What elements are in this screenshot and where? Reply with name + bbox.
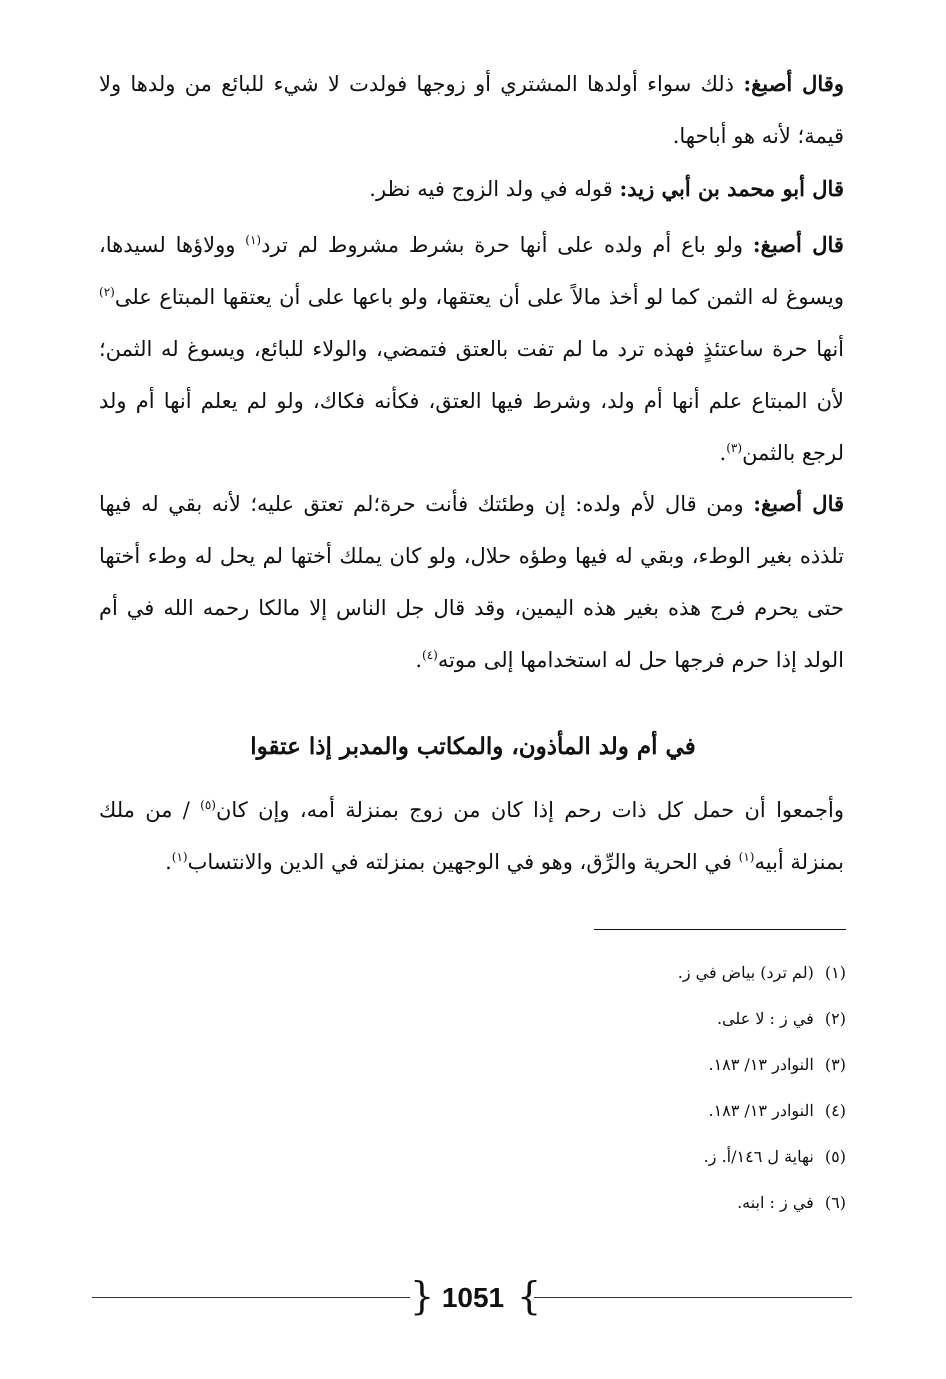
- paragraph-text: ومن قال لأم ولده: إن وطئتك فأنت حرة؛لم تعتق عليه؛ لأنه بقي له فيها تلذذه بغير الوطء، وبقي له فيها وطؤه حلال، ولو كان يملك أختها لم يحل له وطء أختها حتى يحرم فرج هذه بغير هذه اليمين، وقد قال جل الناس إلا مالكا رحمه الله في أم الولد إذا حرم فرجها حل له استخدامها إلى موته: [99, 492, 844, 672]
- paragraph-lead: قال أبو محمد بن أبي زيد:: [619, 176, 844, 201]
- paragraph-text: ولو باع أم ولده على أنها حرة بشرط مشروط لم ترد: [261, 233, 744, 257]
- footer-rule-right: [534, 1297, 852, 1298]
- footnote-ref[interactable]: (٣): [726, 441, 743, 455]
- footnote-divider: [594, 929, 846, 930]
- paragraph-text: .: [415, 648, 422, 672]
- paragraph-text: وأجمعوا أن حمل كل ذات رحم إذا كان من زوج بمنزلة أمه، وإن كان: [215, 798, 844, 822]
- footnote-text: النوادر ١٣/ ١٨٣.: [708, 1101, 814, 1120]
- footer-rule-left: [92, 1297, 410, 1298]
- footnote-number: (٤): [824, 1101, 846, 1120]
- paragraph-lead: قال أصبغ:: [752, 232, 844, 257]
- paragraph-text: أنها حرة ساعتئذٍ فهذه ترد ما لم تفت بالعتق فتمضي، والولاء للبائع، ويسوغ له الثمن؛ لأن المبتاع علم أنها أم ولد، وشرط فيها العتق، فكأنه فكاك، ولو لم يعلم أنها أم ولد لرجع بالثمن: [99, 337, 844, 465]
- paragraph-asbagh-1: [99, 58, 844, 162]
- footnote-item: [346, 1042, 846, 1088]
- footnote-number: (٣): [824, 1055, 846, 1074]
- paragraph-text: قوله في ولد الزوج فيه نظر.: [369, 177, 613, 201]
- footnote-text: في ز : ابنه.: [737, 1193, 814, 1212]
- footnote-text: نهاية ل ١٤٦/أ. ز.: [703, 1147, 814, 1166]
- footnote-item: [346, 1088, 846, 1134]
- footnote-item: [346, 1180, 846, 1226]
- footnote-ref[interactable]: (٥): [200, 798, 216, 812]
- footnote-ref[interactable]: (٢): [99, 285, 115, 299]
- bracket-close-glyph: }: [517, 1274, 542, 1318]
- footnotes-list: [346, 950, 846, 1226]
- paragraph-text: في الحرية والرِّق، وهو في الوجهين بمنزلته في الدين والانتساب: [187, 850, 732, 874]
- paragraph-text: .: [719, 441, 727, 465]
- footnote-item: [346, 1134, 846, 1180]
- footnote-text: النوادر ١٣/ ١٨٣.: [708, 1055, 814, 1074]
- footnote-item: [346, 950, 846, 996]
- footnote-number: (٢): [824, 1009, 846, 1028]
- page-number: 1051: [441, 1282, 505, 1313]
- footnote-text: في ز : لا على.: [716, 1009, 814, 1028]
- paragraph-lead: وقال أصبغ:: [743, 71, 844, 96]
- paragraph-text: ذلك سواء أولدها المشتري أو زوجها فولدت لا شيء للبائع من ولدها ولا قيمة؛ لأنه هو أباحها.: [99, 72, 844, 148]
- footnote-ref[interactable]: (١): [738, 850, 755, 864]
- footnote-item: [346, 996, 846, 1042]
- paragraph-text: / من ملك بمنزلة أبيه: [99, 798, 844, 874]
- footnote-text: (لم ترد) بياض في ز.: [677, 963, 814, 982]
- footnote-number: (٥): [824, 1147, 846, 1166]
- footnote-number: (١): [824, 963, 846, 982]
- footnote-ref[interactable]: (١): [245, 233, 262, 247]
- bracket-open-glyph: {: [410, 1274, 435, 1318]
- footnote-ref[interactable]: (١): [171, 850, 188, 864]
- paragraph-text: .: [165, 850, 172, 874]
- footnote-number: (٦): [824, 1193, 846, 1212]
- paragraph-asbagh-3: [99, 478, 844, 686]
- paragraph-asbagh-2: [99, 219, 844, 479]
- page-footer: [92, 1272, 852, 1324]
- paragraph-ibn-abi-zayd: [99, 163, 844, 215]
- footnote-ref[interactable]: (٤): [422, 648, 438, 662]
- section-heading: في أم ولد المأذون، والمكاتب والمدبر إذا عتقوا: [250, 733, 696, 760]
- paragraph-text: وولاؤها لسيدها، ويسوغ له الثمن كما لو أخذ مالاً على أن يعتقها، ولو باعها على أن يعتقها المبتاع على: [99, 233, 844, 309]
- paragraph-lead: قال أصبغ:: [753, 491, 845, 516]
- section-paragraph: [99, 784, 844, 888]
